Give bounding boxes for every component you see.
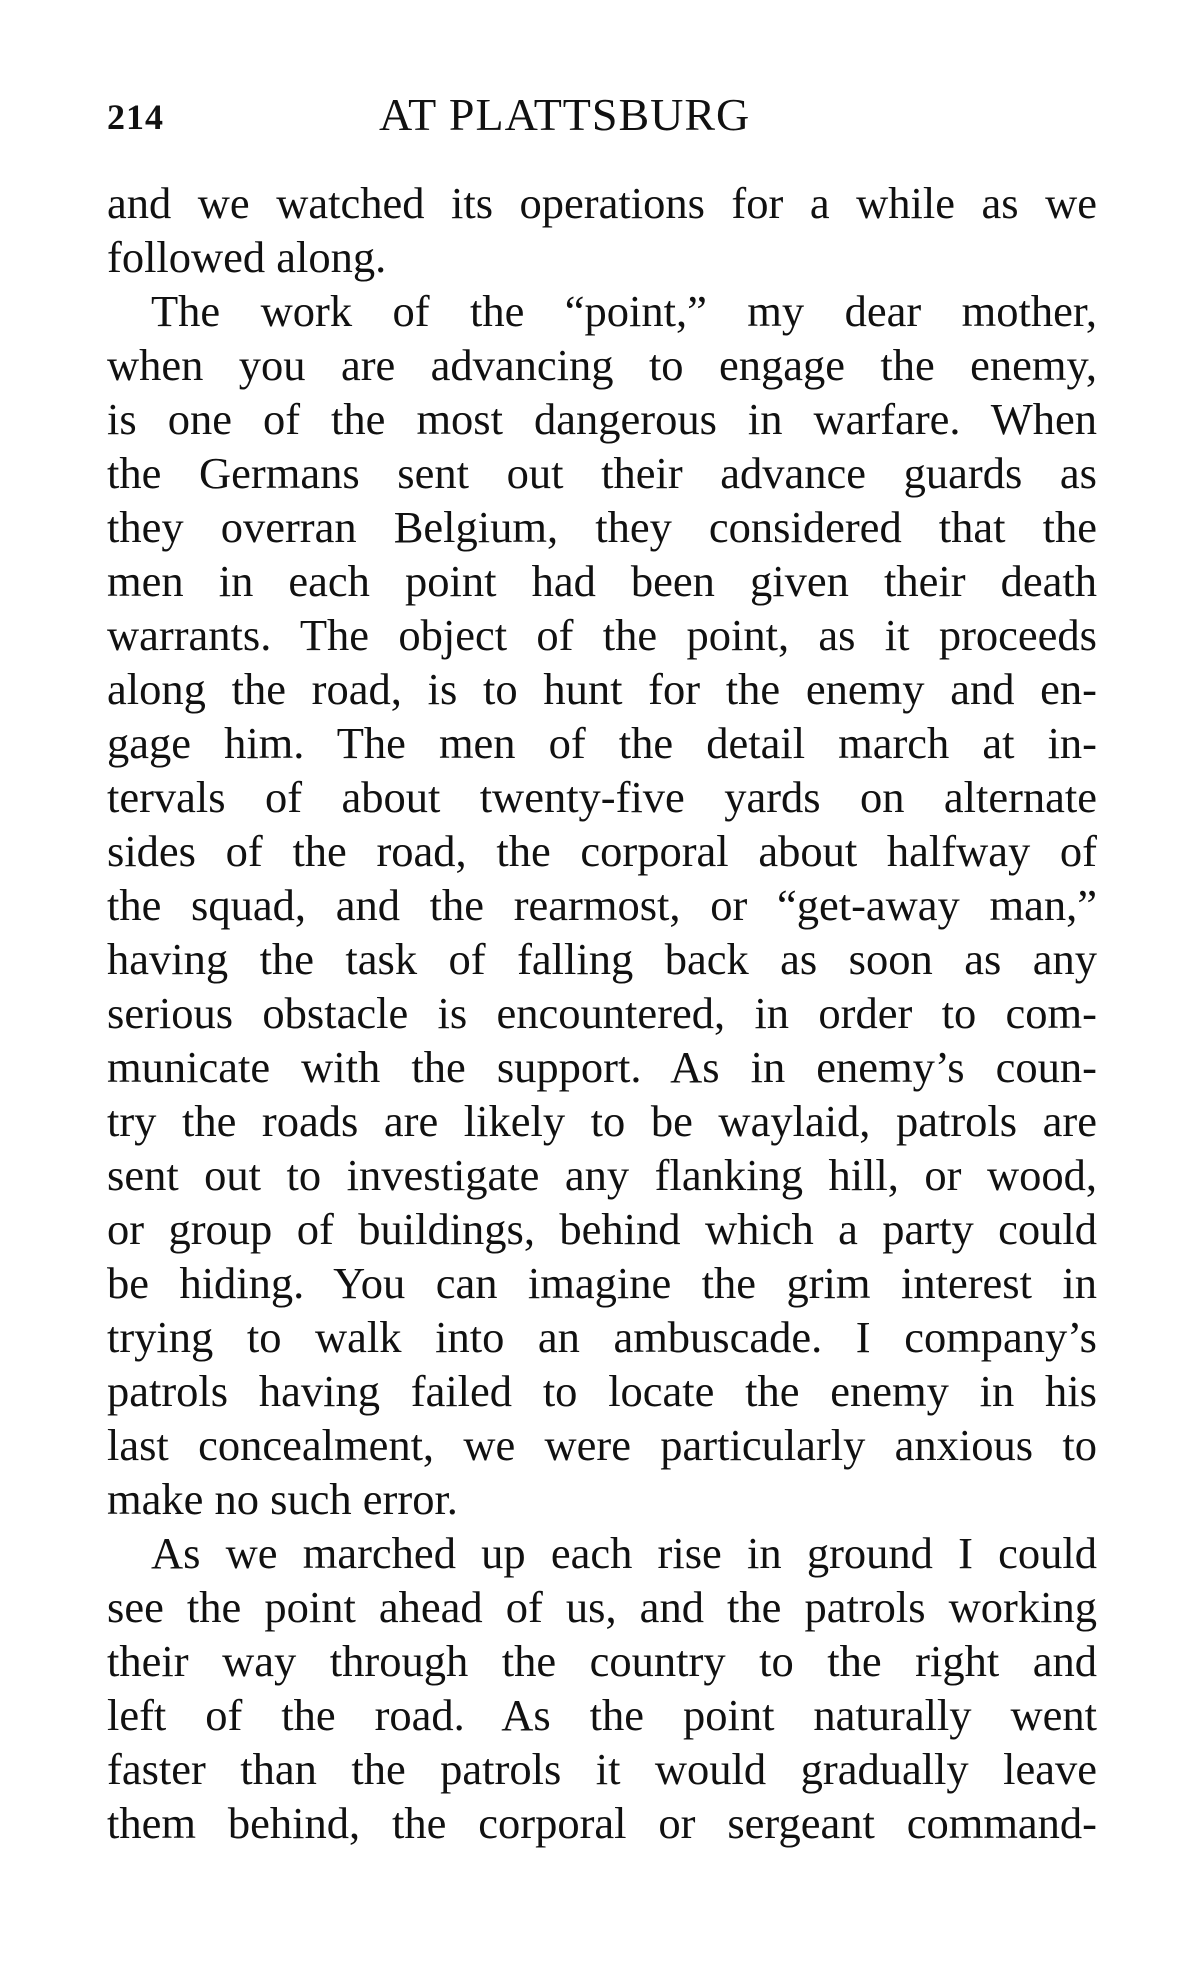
text-line: men in each point had been given their death: [107, 556, 1097, 606]
running-head: [107, 88, 1097, 148]
text-line: when you are advancing to engage the enemy,: [107, 340, 1097, 390]
text-line: they overran Belgium, they considered that the: [107, 502, 1097, 552]
text-line: sides of the road, the corporal about halfway of: [107, 826, 1097, 876]
text-line: be hiding. You can imagine the grim interest in: [107, 1258, 1097, 1308]
running-title: AT PLATTSBURG: [379, 89, 751, 140]
text-line: make no such error.: [107, 1474, 458, 1524]
text-line: tervals of about twenty-five yards on alternate: [107, 772, 1097, 822]
text-line: see the point ahead of us, and the patrols working: [107, 1582, 1097, 1632]
text-line: the squad, and the rearmost, or “get-away man,”: [107, 880, 1097, 930]
text-line: followed along.: [107, 232, 387, 282]
text-line: them behind, the corporal or sergeant command-: [107, 1798, 1097, 1848]
text-line: left of the road. As the point naturally went: [107, 1690, 1097, 1740]
text-line: or group of buildings, behind which a party could: [107, 1204, 1097, 1254]
text-line: municate with the support. As in enemy’s coun-: [107, 1042, 1097, 1092]
body-text: [107, 176, 1097, 1850]
text-line: along the road, is to hunt for the enemy and en-: [107, 664, 1097, 714]
text-line: and we watched its operations for a while as we: [107, 178, 1097, 228]
text-line: The work of the “point,” my dear mother,: [151, 286, 1097, 336]
text-line: their way through the country to the right and: [107, 1636, 1097, 1686]
text-line: last concealment, we were particularly anxious to: [107, 1420, 1097, 1470]
text-line: As we marched up each rise in ground I could: [151, 1528, 1097, 1578]
text-line: having the task of falling back as soon as any: [107, 934, 1097, 984]
page-number: 214: [107, 97, 164, 137]
text-line: the Germans sent out their advance guards as: [107, 448, 1097, 498]
text-line: sent out to investigate any flanking hill, or wood,: [107, 1150, 1097, 1200]
text-line: faster than the patrols it would gradually leave: [107, 1744, 1097, 1794]
text-line: trying to walk into an ambuscade. I company’s: [107, 1312, 1097, 1362]
text-line: is one of the most dangerous in warfare. When: [107, 394, 1097, 444]
text-line: warrants. The object of the point, as it proceeds: [107, 610, 1097, 660]
text-line: try the roads are likely to be waylaid, patrols are: [107, 1096, 1097, 1146]
text-line: serious obstacle is encountered, in order to com-: [107, 988, 1097, 1038]
text-line: patrols having failed to locate the enemy in his: [107, 1366, 1097, 1416]
text-line: gage him. The men of the detail march at in-: [107, 718, 1097, 768]
